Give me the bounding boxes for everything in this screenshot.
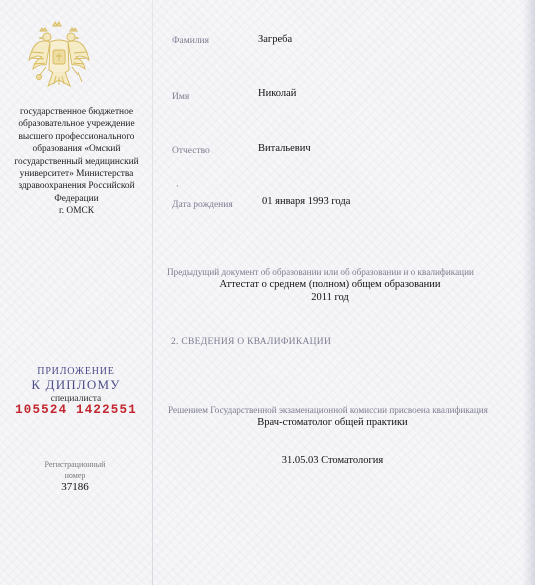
qualification-value: Врач-стоматолог общей практики bbox=[257, 417, 408, 428]
commission-decision-label: Решением Государственной экзаменационной комиссии присвоена квалификация bbox=[168, 405, 488, 415]
org-line: Федерации bbox=[54, 193, 99, 204]
coat-of-arms-emblem bbox=[26, 20, 92, 94]
org-line: государственный медицинский bbox=[14, 156, 139, 167]
org-line: здравоохранения Российской bbox=[18, 181, 135, 192]
patronymic-label: Отчество bbox=[172, 146, 210, 156]
page-edge-shadow bbox=[523, 0, 535, 585]
birth-date-label: Дата рождения bbox=[172, 200, 233, 210]
name-label: Имя bbox=[172, 92, 190, 102]
birth-date-value: 01 января 1993 года bbox=[262, 196, 351, 207]
registration-label-line2: номер bbox=[64, 471, 86, 480]
org-line: государственное бюджетное bbox=[19, 107, 134, 117]
org-line: высшего профессионального bbox=[18, 131, 135, 142]
org-line: г. ОМСК bbox=[58, 206, 95, 217]
annex-title-line2: К ДИПЛОМУ bbox=[31, 377, 121, 392]
serial-number: 105524 1422551 bbox=[15, 403, 137, 417]
annex-title-line1: ПРИЛОЖЕНИЕ bbox=[37, 366, 115, 377]
org-line: университет» Министерства bbox=[19, 169, 134, 180]
surname-label: Фамилия bbox=[172, 36, 210, 46]
previous-document-value bbox=[160, 279, 500, 304]
previous-document-line2: 2011 год bbox=[311, 291, 349, 303]
registration-label bbox=[20, 459, 130, 481]
previous-document-line1: Аттестат о среднем (полном) общем образовании bbox=[219, 279, 441, 290]
organization-name bbox=[4, 106, 149, 218]
patronymic-value: Витальевич bbox=[258, 143, 311, 154]
annex-title bbox=[0, 366, 152, 404]
surname-value: Загреба bbox=[258, 34, 293, 45]
org-line: образовательное учреждение bbox=[18, 119, 135, 130]
column-divider bbox=[152, 0, 153, 585]
annex-title-line3: специалиста bbox=[50, 394, 102, 404]
registration-number: 37186 bbox=[61, 481, 89, 493]
specialty-value: 31.05.03 Стоматология bbox=[281, 455, 384, 466]
section-qualification-title: 2. СВЕДЕНИЯ О КВАЛИФИКАЦИИ bbox=[171, 337, 332, 347]
name-value: Николай bbox=[258, 88, 297, 99]
stray-dot: · bbox=[176, 182, 179, 191]
previous-document-label: Предыдущий документ об образовании или об образовании и о квалификации bbox=[167, 267, 474, 277]
registration-label-line1: Регистрационный bbox=[44, 460, 106, 469]
org-line: образования «Омский bbox=[32, 144, 121, 155]
